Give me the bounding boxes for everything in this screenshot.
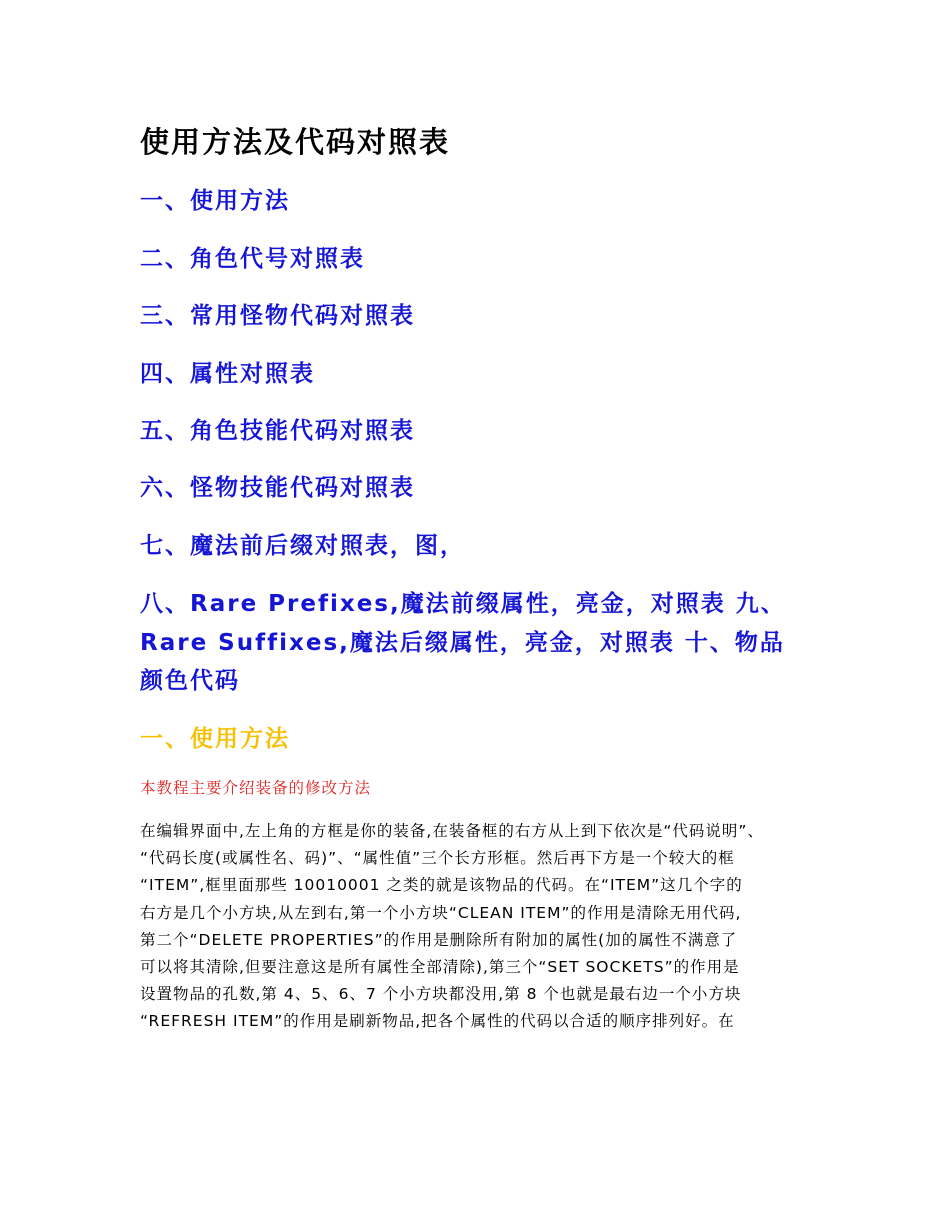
toc-item: 四、属性对照表 <box>140 361 315 387</box>
paragraph-line: 第二个“DELETE PROPERTIES”的作用是删除所有附加的属性(加的属性不满意了 <box>140 930 738 949</box>
toc-item: 三、常用怪物代码对照表 <box>140 303 415 329</box>
paragraph-line: 设置物品的孔数,第 4、5、6、7 个小方块都没用,第 8 个也就是最右边一个小方块 <box>140 985 742 1004</box>
paragraph-line: “REFRESH ITEM”的作用是刷新物品,把各个属性的代码以合适的顺序排列好。在 <box>140 1012 735 1031</box>
toc-item: 六、怪物技能代码对照表 <box>140 475 415 501</box>
toc-wrapped-line: 颜色代码 <box>140 668 240 694</box>
toc-item: 一、使用方法 <box>140 188 290 214</box>
paragraph-line: 在编辑界面中,左上角的方框是你的装备,在装备框的右方从上到下依次是“代码说明”、 <box>140 822 764 840</box>
toc-item: 二、角色代号对照表 <box>140 246 365 272</box>
toc-item-wrapped <box>140 585 830 701</box>
paragraph-line: 可以将其清除,但要注意这是所有属性全部清除),第三个“SET SOCKETS”的作用是 <box>140 958 740 977</box>
intro-text: 本教程主要介绍装备的修改方法 <box>140 779 372 797</box>
section-heading: 一、使用方法 <box>140 726 290 752</box>
document-title: 使用方法及代码对照表 <box>140 125 451 159</box>
paragraph-line: “代码长度(或属性名、码)”、“属性值”三个长方形框。然后再下方是一个较大的框 <box>140 849 735 868</box>
body-paragraph <box>140 818 830 1036</box>
toc-wrapped-line: 八、Rare Prefixes,魔法前缀属性，亮金，对照表 九、 <box>140 591 786 617</box>
toc-wrapped-line: Rare Suffixes,魔法后缀属性，亮金，对照表 十、物品 <box>140 629 785 656</box>
paragraph-line: 右方是几个小方块,从左到右,第一个小方块“CLEAN ITEM”的作用是清除无用代码, <box>140 903 742 922</box>
toc-item: 七、魔法前后缀对照表，图， <box>140 533 465 559</box>
toc-item: 五、角色技能代码对照表 <box>140 418 415 444</box>
paragraph-line: “ITEM”,框里面那些 10010001 之类的就是该物品的代码。在“ITEM”这几个字的 <box>140 876 743 895</box>
